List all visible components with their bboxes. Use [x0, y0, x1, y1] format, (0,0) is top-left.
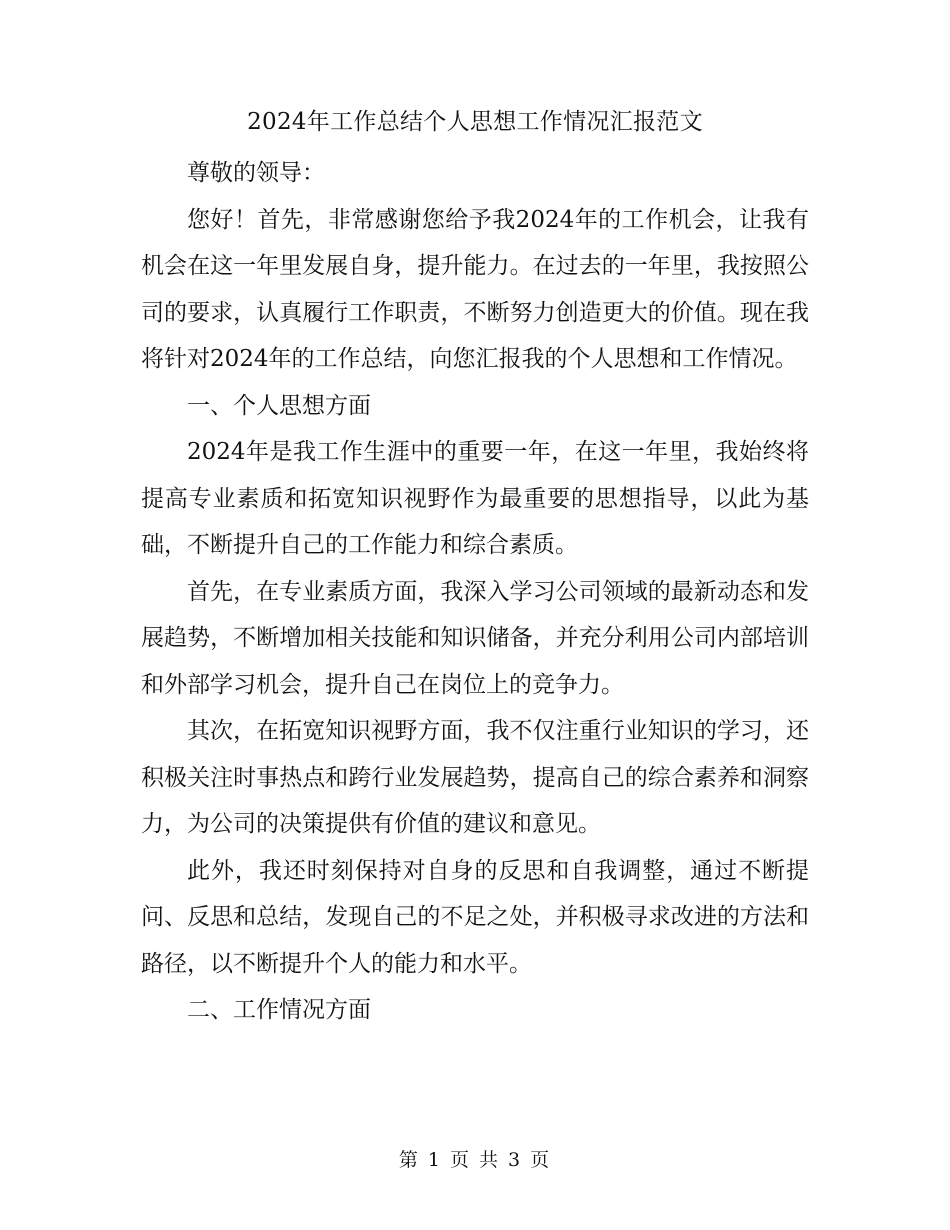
- paragraph-intro: 您好！首先，非常感谢您给予我2024年的工作机会，让我有机会在这一年里发展自身，提升能力。在过去的一年里，我按照公司的要求，认真履行工作职责，不断努力创造更大的价值。现在我将针对2024年的工作总结，向您汇报我的个人思想和工作情况。: [141, 206, 809, 372]
- salutation: 尊敬的领导：: [187, 160, 325, 186]
- section-heading-work-status: 二、工作情况方面: [187, 997, 371, 1023]
- paragraph-self-reflection: 此外，我还时刻保持对自身的反思和自我调整，通过不断提问、反思和总结，发现自己的不足之处，并积极寻求改进的方法和路径，以不断提升个人的能力和水平。: [141, 857, 809, 977]
- section-heading-personal-thought: 一、个人思想方面: [187, 392, 371, 419]
- document-title: 2024年工作总结个人思想工作情况汇报范文: [247, 109, 703, 135]
- paragraph-professional-quality: 首先，在专业素质方面，我深入学习公司领域的最新动态和发展趋势，不断增加相关技能和知识储备，并充分利用公司内部培训和外部学习机会，提升自己在岗位上的竞争力。: [141, 578, 809, 698]
- document-body: [141, 150, 809, 1034]
- paragraph-thought-overview: 2024年是我工作生涯中的重要一年，在这一年里，我始终将提高专业素质和拓宽知识视野作为最重要的思想指导，以此为基础，不断提升自己的工作能力和综合素质。: [141, 439, 809, 558]
- paragraph-knowledge-vision: 其次，在拓宽知识视野方面，我不仅注重行业知识的学习，还积极关注时事热点和跨行业发展趋势，提高自己的综合素养和洞察力，为公司的决策提供有价值的建议和意见。: [141, 718, 809, 837]
- page-number-footer: 第 1 页 共 3 页: [398, 1149, 552, 1171]
